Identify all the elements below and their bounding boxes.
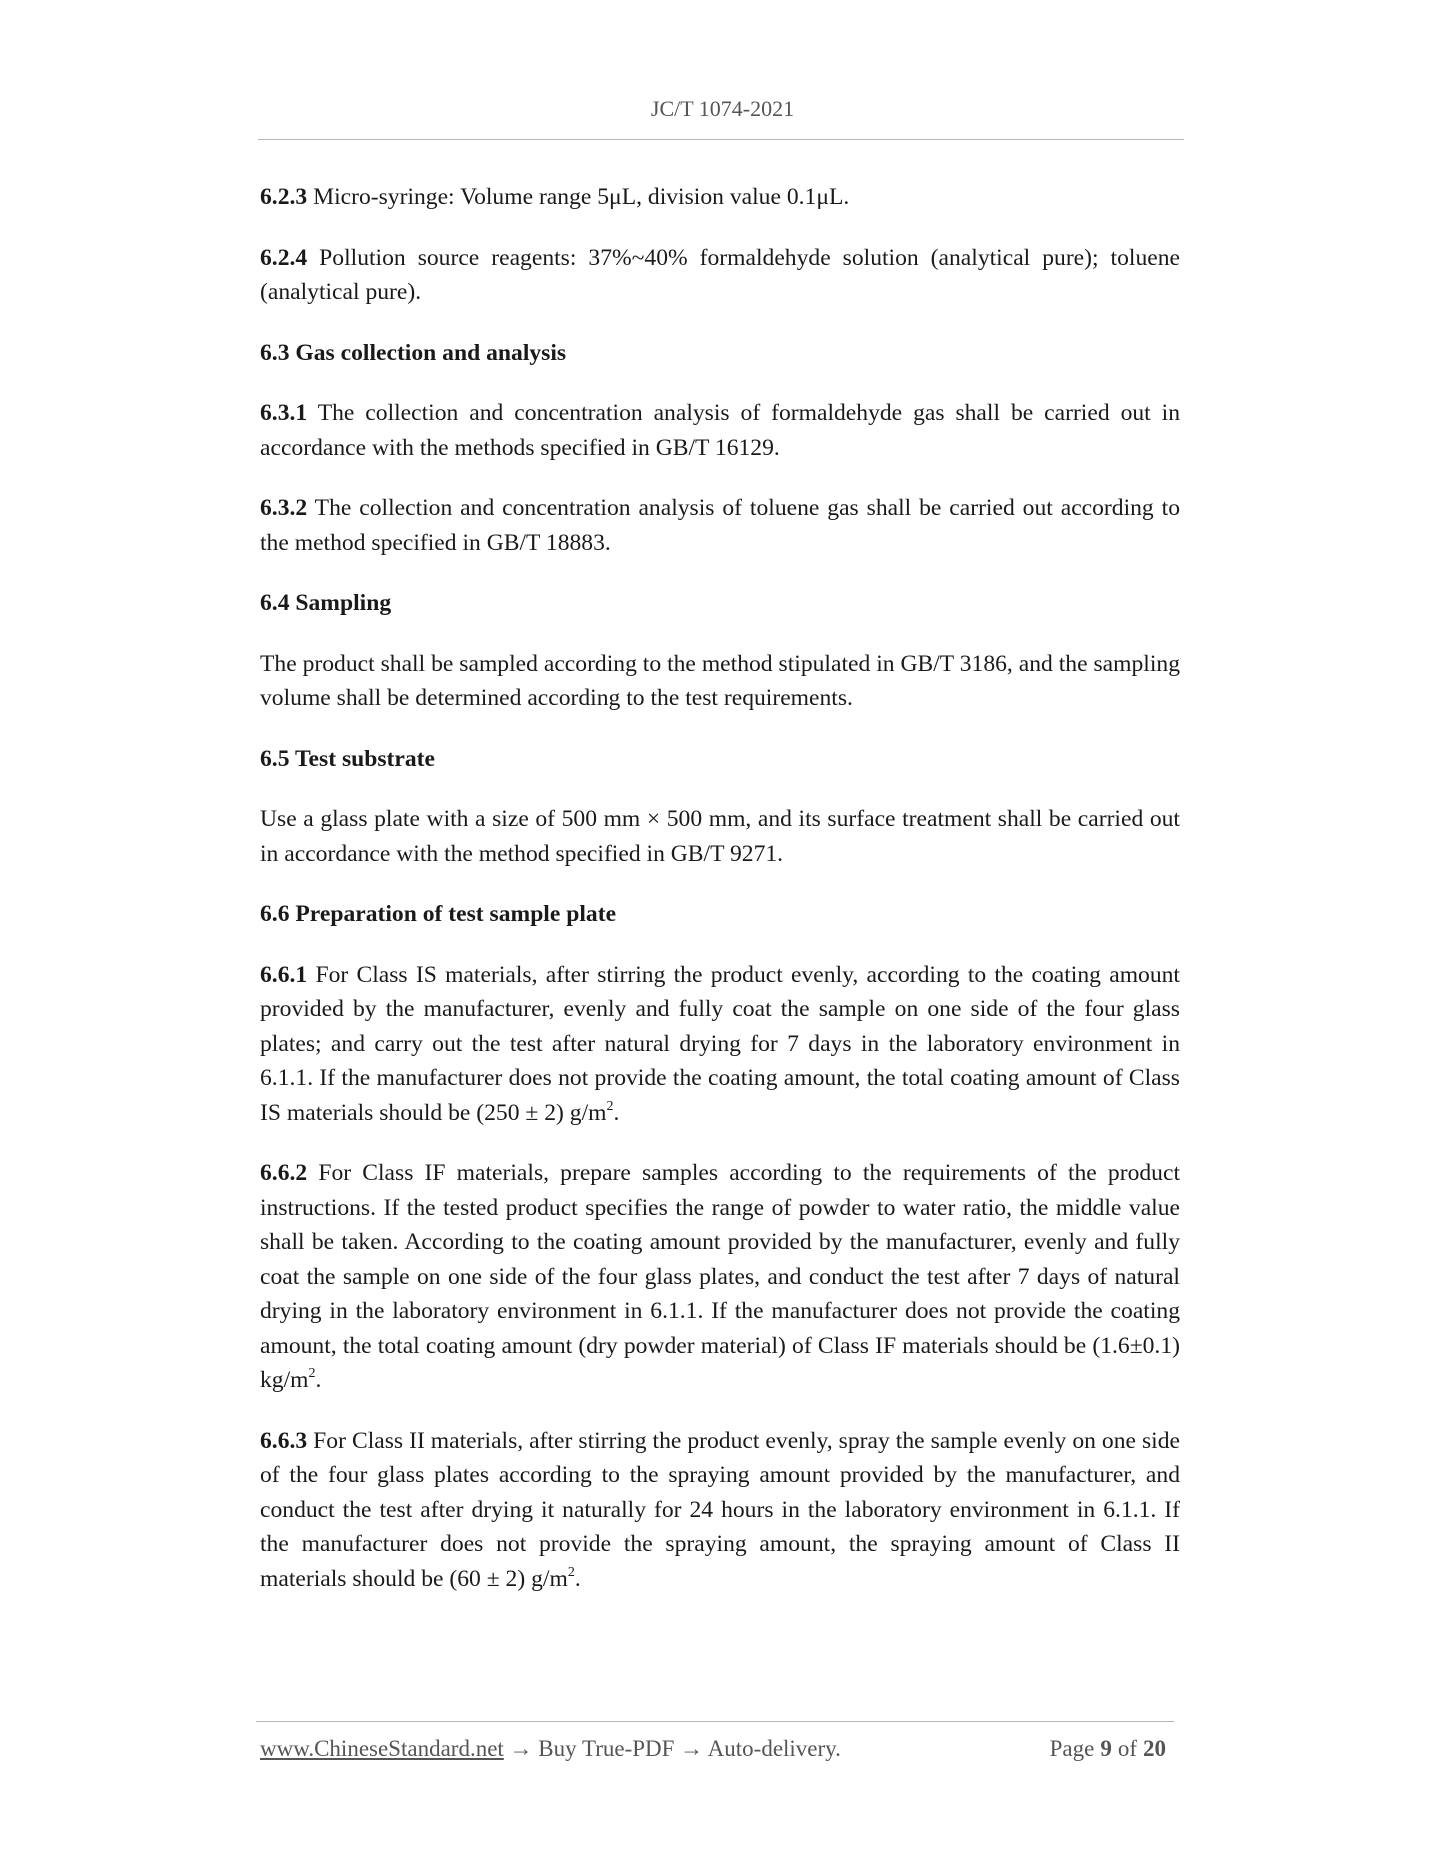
clause-number: 6.3.2 xyxy=(260,495,308,521)
heading-6-4: 6.4 Sampling xyxy=(260,590,392,616)
heading-6-3: 6.3 Gas collection and analysis xyxy=(260,339,567,366)
clause-text: For Class IF materials, prepare samples according to the requirements of the product instructions. If the tested product specifies the range of powder to water ratio, the middle value shall be taken. According to the coating amount provided by the manufacturer, evenly and fully coat the sample on one side of the four glass plates, and conduct the test after 7 days of natural drying in the laboratory environment in 6.1.1. If the manufacturer does not provide the coating amount, the total coating amount (dry powder material) of Class IF materials should be (1.6±0.1) kg/m xyxy=(260,1160,1180,1393)
clause-text: For Class IS materials, after stirring the product evenly, according to the coating amount provided by the manufacturer, evenly and fully coat the sample on one side of the four glass plates; and carry out the test after natural drying for 7 days in the laboratory environment in 6.1.1. If the manufacturer does not provide the coating amount, the total coating amount of Class IS materials should be (250 ± 2) g/m xyxy=(260,961,1180,1126)
clause-text: For Class II materials, after stirring the product evenly, spray the sample evenly on one side of the four glass plates according to the spraying amount provided by the manufacturer, and conduct the test after drying it naturally for 24 hours in the laboratory environment in 6.1.1. If the manufacturer does not provide the spraying amount, the spraying amount of Class II materials should be (60 ± 2) g/m xyxy=(260,1427,1180,1592)
superscript: 2 xyxy=(567,1564,575,1580)
clause-6-6-2 xyxy=(260,1156,1180,1398)
heading-6-5: 6.5 Test substrate xyxy=(260,745,436,772)
clause-tail: . xyxy=(574,1565,581,1592)
page-indicator xyxy=(1050,1736,1172,1762)
of-label: of xyxy=(1117,1736,1137,1761)
superscript: 2 xyxy=(308,1366,316,1381)
document-id-header: JC/T 1074-2021 xyxy=(650,96,795,121)
clause-text: The collection and concentration analysis of toluene gas shall be carried out according to the method specified in GB/T 18883. xyxy=(260,495,1180,556)
heading-6-6: 6.6 Preparation of test sample plate xyxy=(260,901,617,927)
clause-number: 6.2.4 xyxy=(260,244,308,271)
clause-6-2-4 xyxy=(260,241,1180,310)
test-substrate-paragraph: Use a glass plate with a size of 500 mm × 500 mm, and its surface treatment shall be carried out in accordance with the method specified in GB/T 9271. xyxy=(260,806,1180,867)
clause-tail: . xyxy=(315,1367,322,1393)
clause-text: Pollution source reagents: 37%~40% formaldehyde solution (analytical pure); toluene (analytical pure). xyxy=(260,244,1180,305)
clause-number: 6.2.3 xyxy=(260,184,308,210)
page-label: Page xyxy=(1049,1736,1095,1761)
clause-tail: . xyxy=(613,1099,620,1126)
clause-number: 6.6.3 xyxy=(260,1427,308,1454)
clause-number: 6.3.1 xyxy=(260,400,308,426)
sampling-paragraph: The product shall be sampled according to the method stipulated in GB/T 3186, and the sampling volume shall be determined according to the test requirements. xyxy=(260,650,1180,711)
header-divider xyxy=(258,139,1184,140)
clause-text: The collection and concentration analysis of formaldehyde gas shall be carried out in accordance with the methods specified in GB/T 16129. xyxy=(260,400,1180,461)
website-link[interactable]: www.ChineseStandard.net xyxy=(260,1736,504,1761)
clause-number: 6.6.2 xyxy=(260,1160,308,1186)
total-pages-number: 20 xyxy=(1143,1736,1166,1761)
superscript: 2 xyxy=(606,1098,614,1114)
page-content xyxy=(260,180,1180,1622)
clause-6-6-3 xyxy=(260,1424,1180,1597)
promo-text: → Buy True-PDF → Auto-delivery. xyxy=(503,1736,841,1761)
clause-6-3-2 xyxy=(260,491,1180,560)
clause-6-3-1 xyxy=(260,396,1180,465)
clause-number: 6.6.1 xyxy=(260,961,308,988)
clause-text: Micro-syringe: Volume range 5μL, division value 0.1μL. xyxy=(307,184,850,210)
current-page-number: 9 xyxy=(1100,1736,1112,1761)
clause-6-6-1 xyxy=(260,958,1180,1131)
footer-divider xyxy=(256,1721,1174,1722)
footer-promo xyxy=(260,1736,841,1762)
clause-6-2-3 xyxy=(260,180,1180,215)
